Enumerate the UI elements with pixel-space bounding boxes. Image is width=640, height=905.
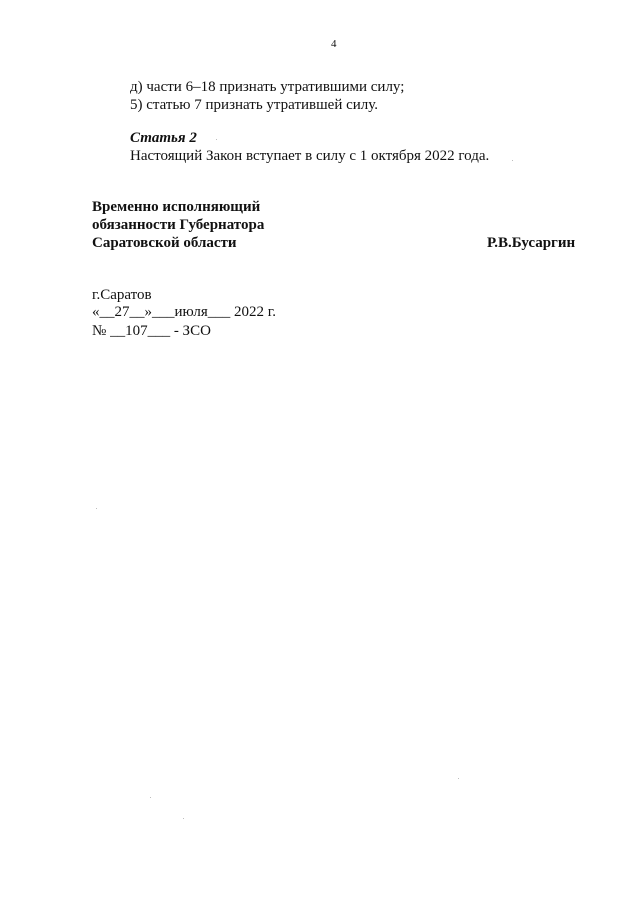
date-open-quote: « xyxy=(92,304,100,320)
document-number: __107___ xyxy=(110,323,171,339)
number-sign: № xyxy=(92,323,107,339)
signatory-position-line-2: обязанности Губернатора xyxy=(92,217,265,233)
page-number: 4 xyxy=(331,38,337,50)
signatory-name: Р.В.Бусаргин xyxy=(487,235,576,251)
scan-speck xyxy=(150,797,151,798)
body-line-2: 5) статью 7 признать утратившей силу. xyxy=(130,97,379,113)
scan-speck xyxy=(216,139,217,140)
document-number-line xyxy=(92,322,211,340)
number-suffix: - ЗСО xyxy=(173,323,211,339)
signatory-position-line-1: Временно исполняющий xyxy=(92,199,261,215)
signatory-position-line-3: Саратовской области xyxy=(92,235,237,251)
date-day: __27__ xyxy=(99,304,145,320)
scan-speck xyxy=(183,818,184,819)
scan-speck xyxy=(458,778,459,779)
date-month: ___июля___ xyxy=(152,304,231,320)
article-title: Статья 2 xyxy=(130,130,197,146)
date-line xyxy=(92,303,276,321)
date-close-quote: » xyxy=(144,304,152,320)
city: г.Саратов xyxy=(92,287,152,303)
article-text: Настоящий Закон вступает в силу с 1 октября 2022 года. xyxy=(130,148,490,164)
date-year: 2022 г. xyxy=(234,304,276,320)
scan-speck xyxy=(96,508,97,509)
body-line-1: д) части 6–18 признать утратившими силу; xyxy=(130,79,405,95)
scan-speck xyxy=(512,160,513,161)
